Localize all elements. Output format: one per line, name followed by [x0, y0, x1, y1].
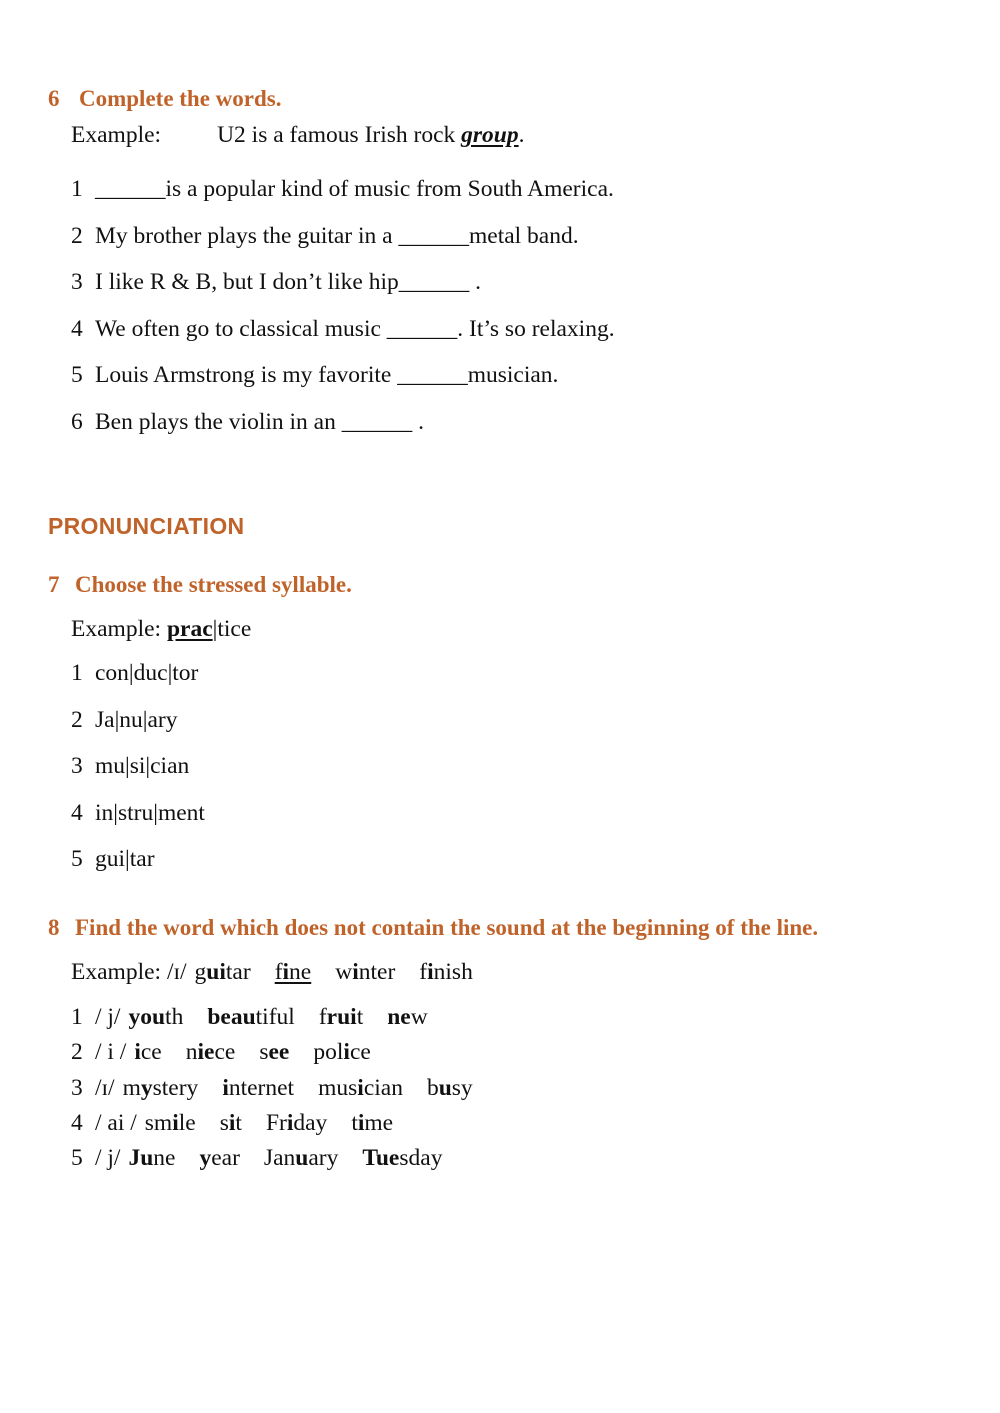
word-part: n: [185, 1039, 198, 1066]
answer-blank: ______: [386, 315, 458, 342]
word-sound: ui: [206, 959, 226, 985]
option-word: [186, 1039, 236, 1066]
ex7-item: [71, 707, 178, 734]
word-part: ce: [214, 1039, 236, 1066]
item-number: 1: [71, 176, 83, 202]
word-part: sm: [144, 1109, 173, 1136]
ex6-number: 6: [48, 86, 60, 111]
ex8-example-sound: /ɪ/: [166, 959, 187, 985]
example-word: [335, 959, 395, 986]
word-sound: you: [128, 1004, 166, 1030]
ex6-item: [71, 176, 614, 203]
word-part: t: [356, 1004, 364, 1030]
word-part: sy: [451, 1074, 473, 1101]
word-sound: ie: [197, 1039, 215, 1066]
sentence-end: .: [469, 269, 481, 296]
item-number: 5: [71, 362, 83, 389]
word-part: day: [293, 1109, 328, 1136]
word-sound: beau: [207, 1004, 256, 1030]
ex7-item: [71, 800, 205, 827]
ex7-example: [71, 616, 251, 643]
ex6-example-sentence: U2 is a famous Irish rock: [217, 122, 462, 148]
word-part: nter: [358, 959, 396, 985]
word-part: Fr: [265, 1109, 287, 1136]
ex6-item: [71, 269, 481, 296]
word-part: f: [419, 959, 428, 985]
word-sound: i: [222, 1074, 229, 1101]
word-sound: ee: [268, 1039, 290, 1066]
ex7-example-rest: |tice: [212, 616, 252, 642]
ex6-item: [71, 362, 558, 389]
sentence-end: is a popular kind of music from South America.: [165, 176, 614, 202]
item-number: 4: [71, 1109, 83, 1136]
word-sound: i: [286, 1109, 294, 1136]
word-part: Jan: [263, 1145, 296, 1172]
syllabified-word: Ja|nu|ary: [95, 706, 178, 733]
option-word: [128, 1004, 183, 1031]
ex6-example: Example: U2 is a famous Irish rock group.: [71, 122, 525, 148]
option-word: [266, 1110, 327, 1137]
example-word: [195, 959, 251, 986]
word-sound: y: [140, 1074, 153, 1101]
word-part: f: [274, 959, 283, 985]
word-part: s: [219, 1109, 229, 1136]
sentence-start: My brother plays the guitar in a: [95, 222, 399, 249]
word-part: ear: [211, 1145, 240, 1172]
word-sound: i: [172, 1109, 179, 1136]
section-title: PRONUNCIATION: [48, 513, 245, 539]
ex8-example: [71, 959, 497, 986]
word-sound: Ju: [128, 1145, 154, 1172]
option-word: [220, 1110, 242, 1137]
option-word: [259, 1039, 289, 1066]
sound-symbol: / i /: [95, 1039, 127, 1066]
answer-blank: ______: [397, 362, 468, 389]
item-number: 6: [71, 409, 83, 435]
word-part: t: [351, 1109, 358, 1136]
word-sound: i: [427, 959, 434, 985]
ex6-item: [71, 223, 579, 250]
item-number: 2: [71, 706, 83, 733]
ex7-item: [71, 846, 155, 873]
item-number: 5: [71, 846, 83, 872]
syllabified-word: in|stru|ment: [95, 799, 205, 826]
word-sound: i: [134, 1039, 141, 1066]
word-sound: i: [228, 1109, 236, 1136]
ex8-number: 8: [48, 915, 60, 940]
word-sound: i: [343, 1039, 350, 1066]
ex8-item: [71, 1110, 417, 1137]
word-part: mus: [318, 1074, 358, 1101]
sound-symbol: / j/: [95, 1145, 121, 1172]
ex8-item: [71, 1145, 466, 1172]
syllabified-word: con|duc|tor: [95, 660, 199, 686]
ex8-title: Find the word which does not contain the sound at the beginning of the line.: [75, 915, 819, 940]
word-part: me: [364, 1109, 394, 1136]
word-part: ne: [153, 1145, 176, 1172]
sound-symbol: / j/: [95, 1004, 121, 1030]
syllabified-word: gui|tar: [95, 846, 155, 872]
word-sound: ne: [387, 1004, 411, 1030]
word-part: ne: [289, 959, 312, 985]
sentence-start: We often go to classical music: [95, 315, 387, 342]
answer-blank: ______: [95, 176, 166, 202]
word-part: m: [122, 1074, 141, 1101]
word-part: pol: [313, 1039, 344, 1066]
word-part: le: [178, 1109, 196, 1136]
word-sound: rui: [326, 1004, 357, 1030]
word-sound: Tue: [362, 1145, 400, 1172]
item-number: 2: [71, 222, 83, 249]
ex6-heading: [48, 86, 282, 112]
option-word: [134, 1039, 161, 1066]
option-word: [145, 1110, 196, 1137]
ex8-heading: [48, 915, 818, 941]
word-part: w: [335, 959, 353, 985]
sentence-end: . It’s so relaxing.: [457, 315, 615, 342]
word-sound: i: [357, 1074, 364, 1101]
ex8-item: [71, 1039, 395, 1066]
ex6-example-label: Example:: [71, 122, 162, 148]
ex6-example-answer: group: [461, 122, 519, 148]
option-word: [427, 1075, 473, 1102]
ex7-number: 7: [48, 572, 60, 597]
word-part: th: [165, 1004, 184, 1030]
ex7-example-label: Example:: [71, 616, 167, 642]
answer-blank: ______: [398, 269, 470, 296]
word-sound: u: [438, 1074, 452, 1101]
word-sound: y: [199, 1145, 212, 1172]
option-word: [318, 1075, 403, 1102]
option-word: [387, 1004, 427, 1031]
item-number: 1: [71, 660, 83, 686]
item-number: 3: [71, 1074, 83, 1101]
option-word: [222, 1075, 294, 1102]
option-word: [319, 1004, 363, 1031]
option-word: [362, 1145, 442, 1172]
option-word: [264, 1145, 338, 1172]
option-word: [313, 1039, 370, 1066]
word-part: nternet: [228, 1074, 295, 1101]
sentence-end: musician.: [467, 362, 559, 389]
option-word: [199, 1145, 239, 1172]
answer-blank: ______: [341, 409, 413, 435]
ex6-item: [71, 409, 424, 436]
word-sound: i: [282, 959, 290, 985]
word-sound: i: [357, 1109, 365, 1136]
word-sound: i: [352, 959, 359, 985]
ex7-heading: [48, 572, 352, 598]
word-part: tar: [225, 959, 251, 985]
word-part: nish: [433, 959, 473, 985]
sentence-start: I like R & B, but I don’t like hip: [95, 269, 399, 296]
word-part: t: [235, 1109, 242, 1136]
sentence-end: metal band.: [468, 222, 579, 249]
word-part: tiful: [255, 1004, 295, 1030]
word-part: ce: [140, 1039, 162, 1066]
sentence-end: .: [412, 409, 424, 435]
example-word: [419, 959, 473, 986]
ex6-item: [71, 316, 615, 343]
ex7-example-stressed: prac: [166, 616, 213, 642]
ex8-item: [71, 1075, 497, 1102]
ex7-title: Choose the stressed syllable.: [75, 572, 352, 597]
sentence-start: Louis Armstrong is my favorite: [95, 362, 398, 389]
item-number: 2: [71, 1039, 83, 1066]
option-word: [128, 1145, 175, 1172]
ex8-item: [71, 1004, 452, 1031]
option-word: [123, 1075, 199, 1102]
item-number: 1: [71, 1004, 83, 1030]
item-number: 5: [71, 1145, 83, 1172]
word-part: ary: [308, 1145, 339, 1172]
option-word: [351, 1110, 393, 1137]
ex6-title: Complete the words.: [79, 86, 282, 111]
item-number: 3: [71, 753, 83, 779]
word-part: b: [426, 1074, 439, 1101]
word-part: cian: [363, 1074, 403, 1101]
ex7-item: [71, 753, 189, 780]
word-part: w: [410, 1004, 428, 1030]
item-number: 3: [71, 269, 83, 296]
example-word: [275, 959, 312, 986]
word-part: stery: [152, 1074, 199, 1101]
sound-symbol: / ai /: [95, 1109, 137, 1136]
ex8-example-words: [195, 959, 497, 985]
option-word: [207, 1004, 295, 1031]
word-part: f: [318, 1004, 327, 1030]
answer-blank: ______: [398, 222, 469, 249]
sound-symbol: /ɪ/: [95, 1074, 115, 1101]
word-part: ce: [349, 1039, 371, 1066]
item-number: 4: [71, 315, 83, 342]
word-part: g: [194, 959, 207, 985]
sentence-start: Ben plays the violin in an: [95, 409, 342, 435]
item-number: 4: [71, 799, 83, 826]
word-part: s: [259, 1039, 269, 1066]
ex8-example-label: Example:: [71, 959, 167, 985]
word-sound: u: [295, 1145, 309, 1172]
ex7-item: [71, 660, 198, 687]
syllabified-word: mu|si|cian: [95, 753, 190, 779]
word-part: sday: [399, 1145, 443, 1172]
